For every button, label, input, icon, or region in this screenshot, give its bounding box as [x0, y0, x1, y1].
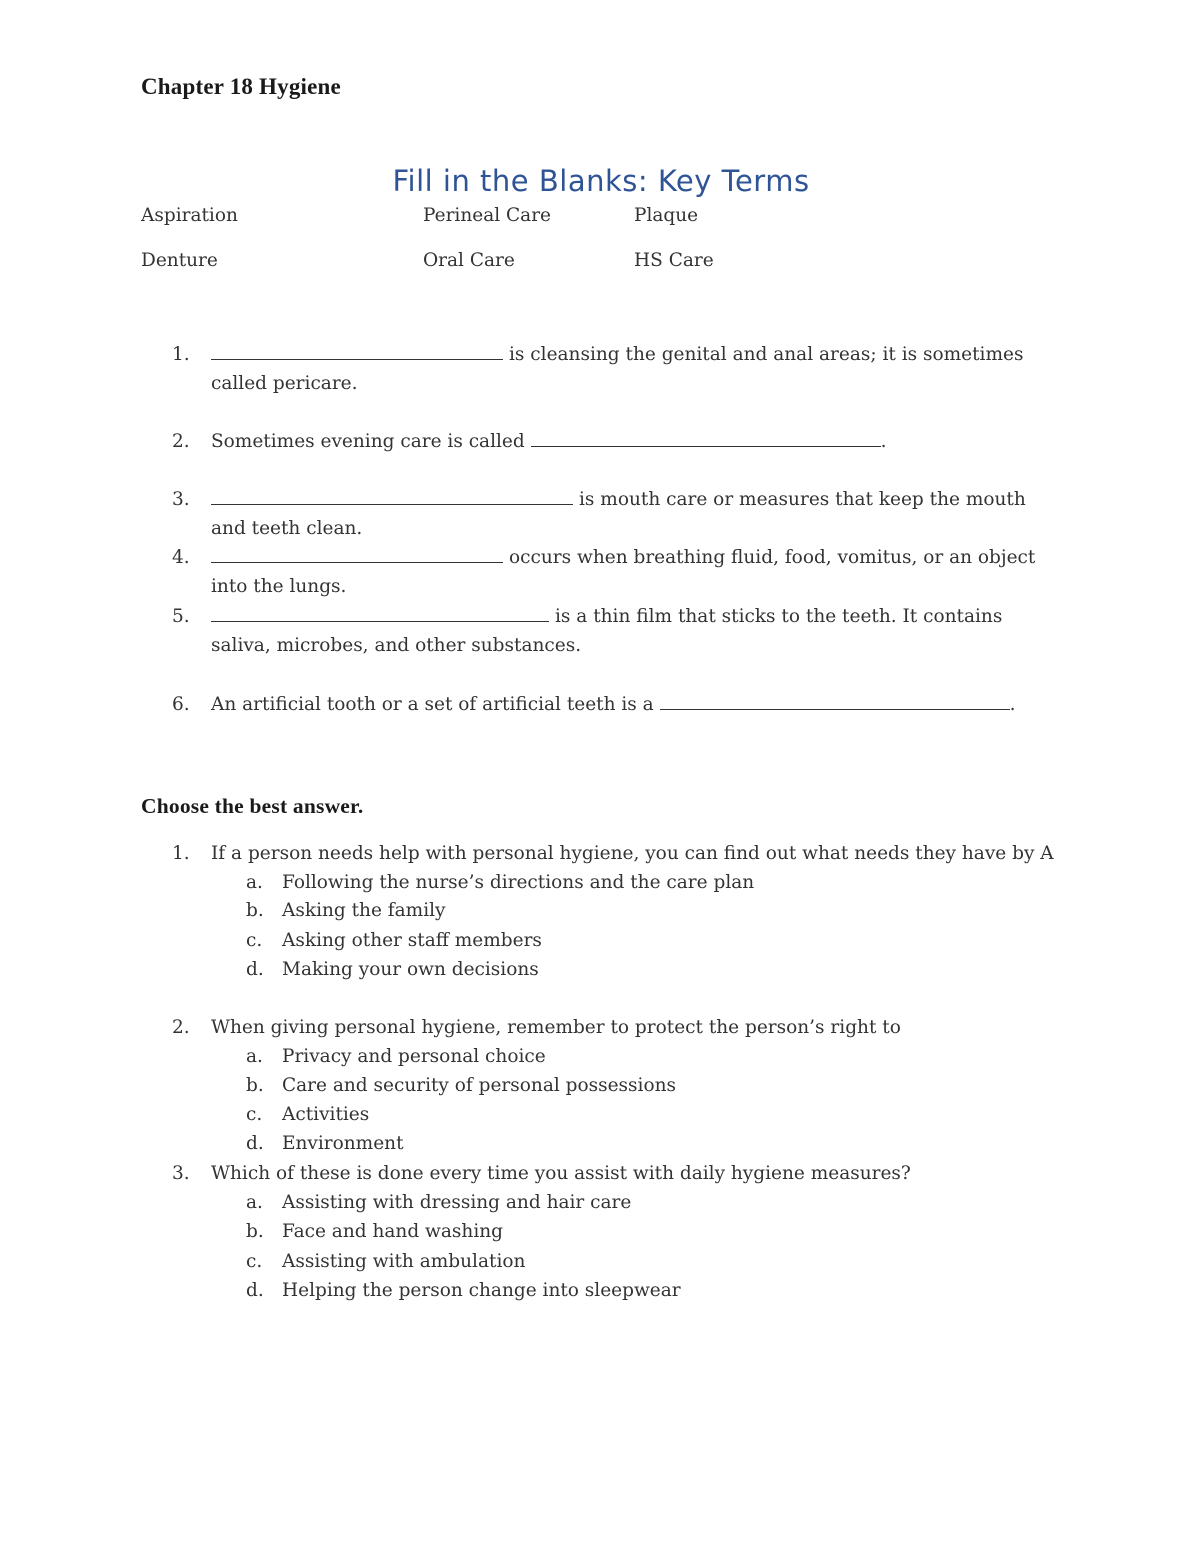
- option-text: Making your own decisions: [282, 959, 539, 980]
- question-number: 2.: [172, 1017, 190, 1038]
- answer-blank[interactable]: [660, 691, 1010, 710]
- option-letter: b.: [246, 900, 264, 921]
- option-letter: b.: [246, 1075, 264, 1096]
- question-number: 6.: [172, 694, 190, 715]
- question-number: 5.: [172, 606, 190, 627]
- option-text: Following the nurse’s directions and the care plan: [282, 872, 755, 893]
- question-text-cont: and teeth clean.: [211, 518, 363, 539]
- question-text-cont: saliva, microbes, and other substances.: [211, 635, 582, 656]
- option-letter: a.: [246, 872, 263, 893]
- option-letter: b.: [246, 1221, 264, 1242]
- question-text: occurs when breathing fluid, food, vomitus, or an object: [509, 547, 1036, 568]
- answer-blank[interactable]: [211, 544, 503, 563]
- key-term: Oral Care: [423, 250, 515, 271]
- option-text: Asking the family: [282, 900, 446, 921]
- option-text: Assisting with dressing and hair care: [282, 1192, 632, 1213]
- option-text: Environment: [282, 1133, 404, 1154]
- question-text: is cleansing the genital and anal areas; it is sometimes: [509, 344, 1024, 365]
- question-text-cont: into the lungs.: [211, 576, 347, 597]
- option-letter: a.: [246, 1046, 263, 1067]
- option-text: Asking other staff members: [282, 930, 542, 951]
- option-letter: d.: [246, 1133, 264, 1154]
- question-text: is a thin film that sticks to the teeth. It contains: [555, 606, 1003, 627]
- question-text-end: .: [1009, 694, 1016, 715]
- question-text: is mouth care or measures that keep the mouth: [579, 489, 1026, 510]
- option-letter: c.: [246, 1104, 263, 1125]
- option-letter: d.: [246, 959, 264, 980]
- question-number: 1.: [172, 344, 190, 365]
- fill-in-heading: Fill in the Blanks: Key Terms: [392, 164, 810, 198]
- option-text: Care and security of personal possessions: [282, 1075, 677, 1096]
- answer-blank[interactable]: [531, 428, 881, 447]
- option-text: Privacy and personal choice: [282, 1046, 546, 1067]
- question-text: An artificial tooth or a set of artificial teeth is a: [211, 694, 654, 715]
- option-text: Activities: [282, 1104, 370, 1125]
- key-term: Aspiration: [141, 205, 238, 226]
- question-text-cont: called pericare.: [211, 373, 358, 394]
- option-letter: c.: [246, 1251, 263, 1272]
- question-number: 3.: [172, 1163, 190, 1184]
- option-text: Face and hand washing: [282, 1221, 503, 1242]
- question-number: 1.: [172, 843, 190, 864]
- key-term: Perineal Care: [423, 205, 551, 226]
- key-term: Denture: [141, 250, 218, 271]
- question-number: 3.: [172, 489, 190, 510]
- chapter-title: Chapter 18 Hygiene: [141, 74, 341, 99]
- answer-blank[interactable]: [211, 603, 549, 622]
- option-letter: d.: [246, 1280, 264, 1301]
- question-text: If a person needs help with personal hygiene, you can find out what needs they have by A: [211, 843, 1054, 864]
- question-text: Which of these is done every time you assist with daily hygiene measures?: [211, 1163, 911, 1184]
- multiple-choice-heading: Choose the best answer.: [141, 794, 364, 818]
- answer-blank[interactable]: [211, 486, 573, 505]
- option-text: Helping the person change into sleepwear: [282, 1280, 681, 1301]
- option-letter: c.: [246, 930, 263, 951]
- question-text: When giving personal hygiene, remember to protect the person’s right to: [211, 1017, 901, 1038]
- answer-blank[interactable]: [211, 341, 503, 360]
- key-term: HS Care: [634, 250, 714, 271]
- option-text: Assisting with ambulation: [282, 1251, 526, 1272]
- key-term: Plaque: [634, 205, 699, 226]
- question-text-end: .: [880, 431, 887, 452]
- question-number: 4.: [172, 547, 190, 568]
- question-number: 2.: [172, 431, 190, 452]
- question-text: Sometimes evening care is called: [211, 431, 525, 452]
- option-letter: a.: [246, 1192, 263, 1213]
